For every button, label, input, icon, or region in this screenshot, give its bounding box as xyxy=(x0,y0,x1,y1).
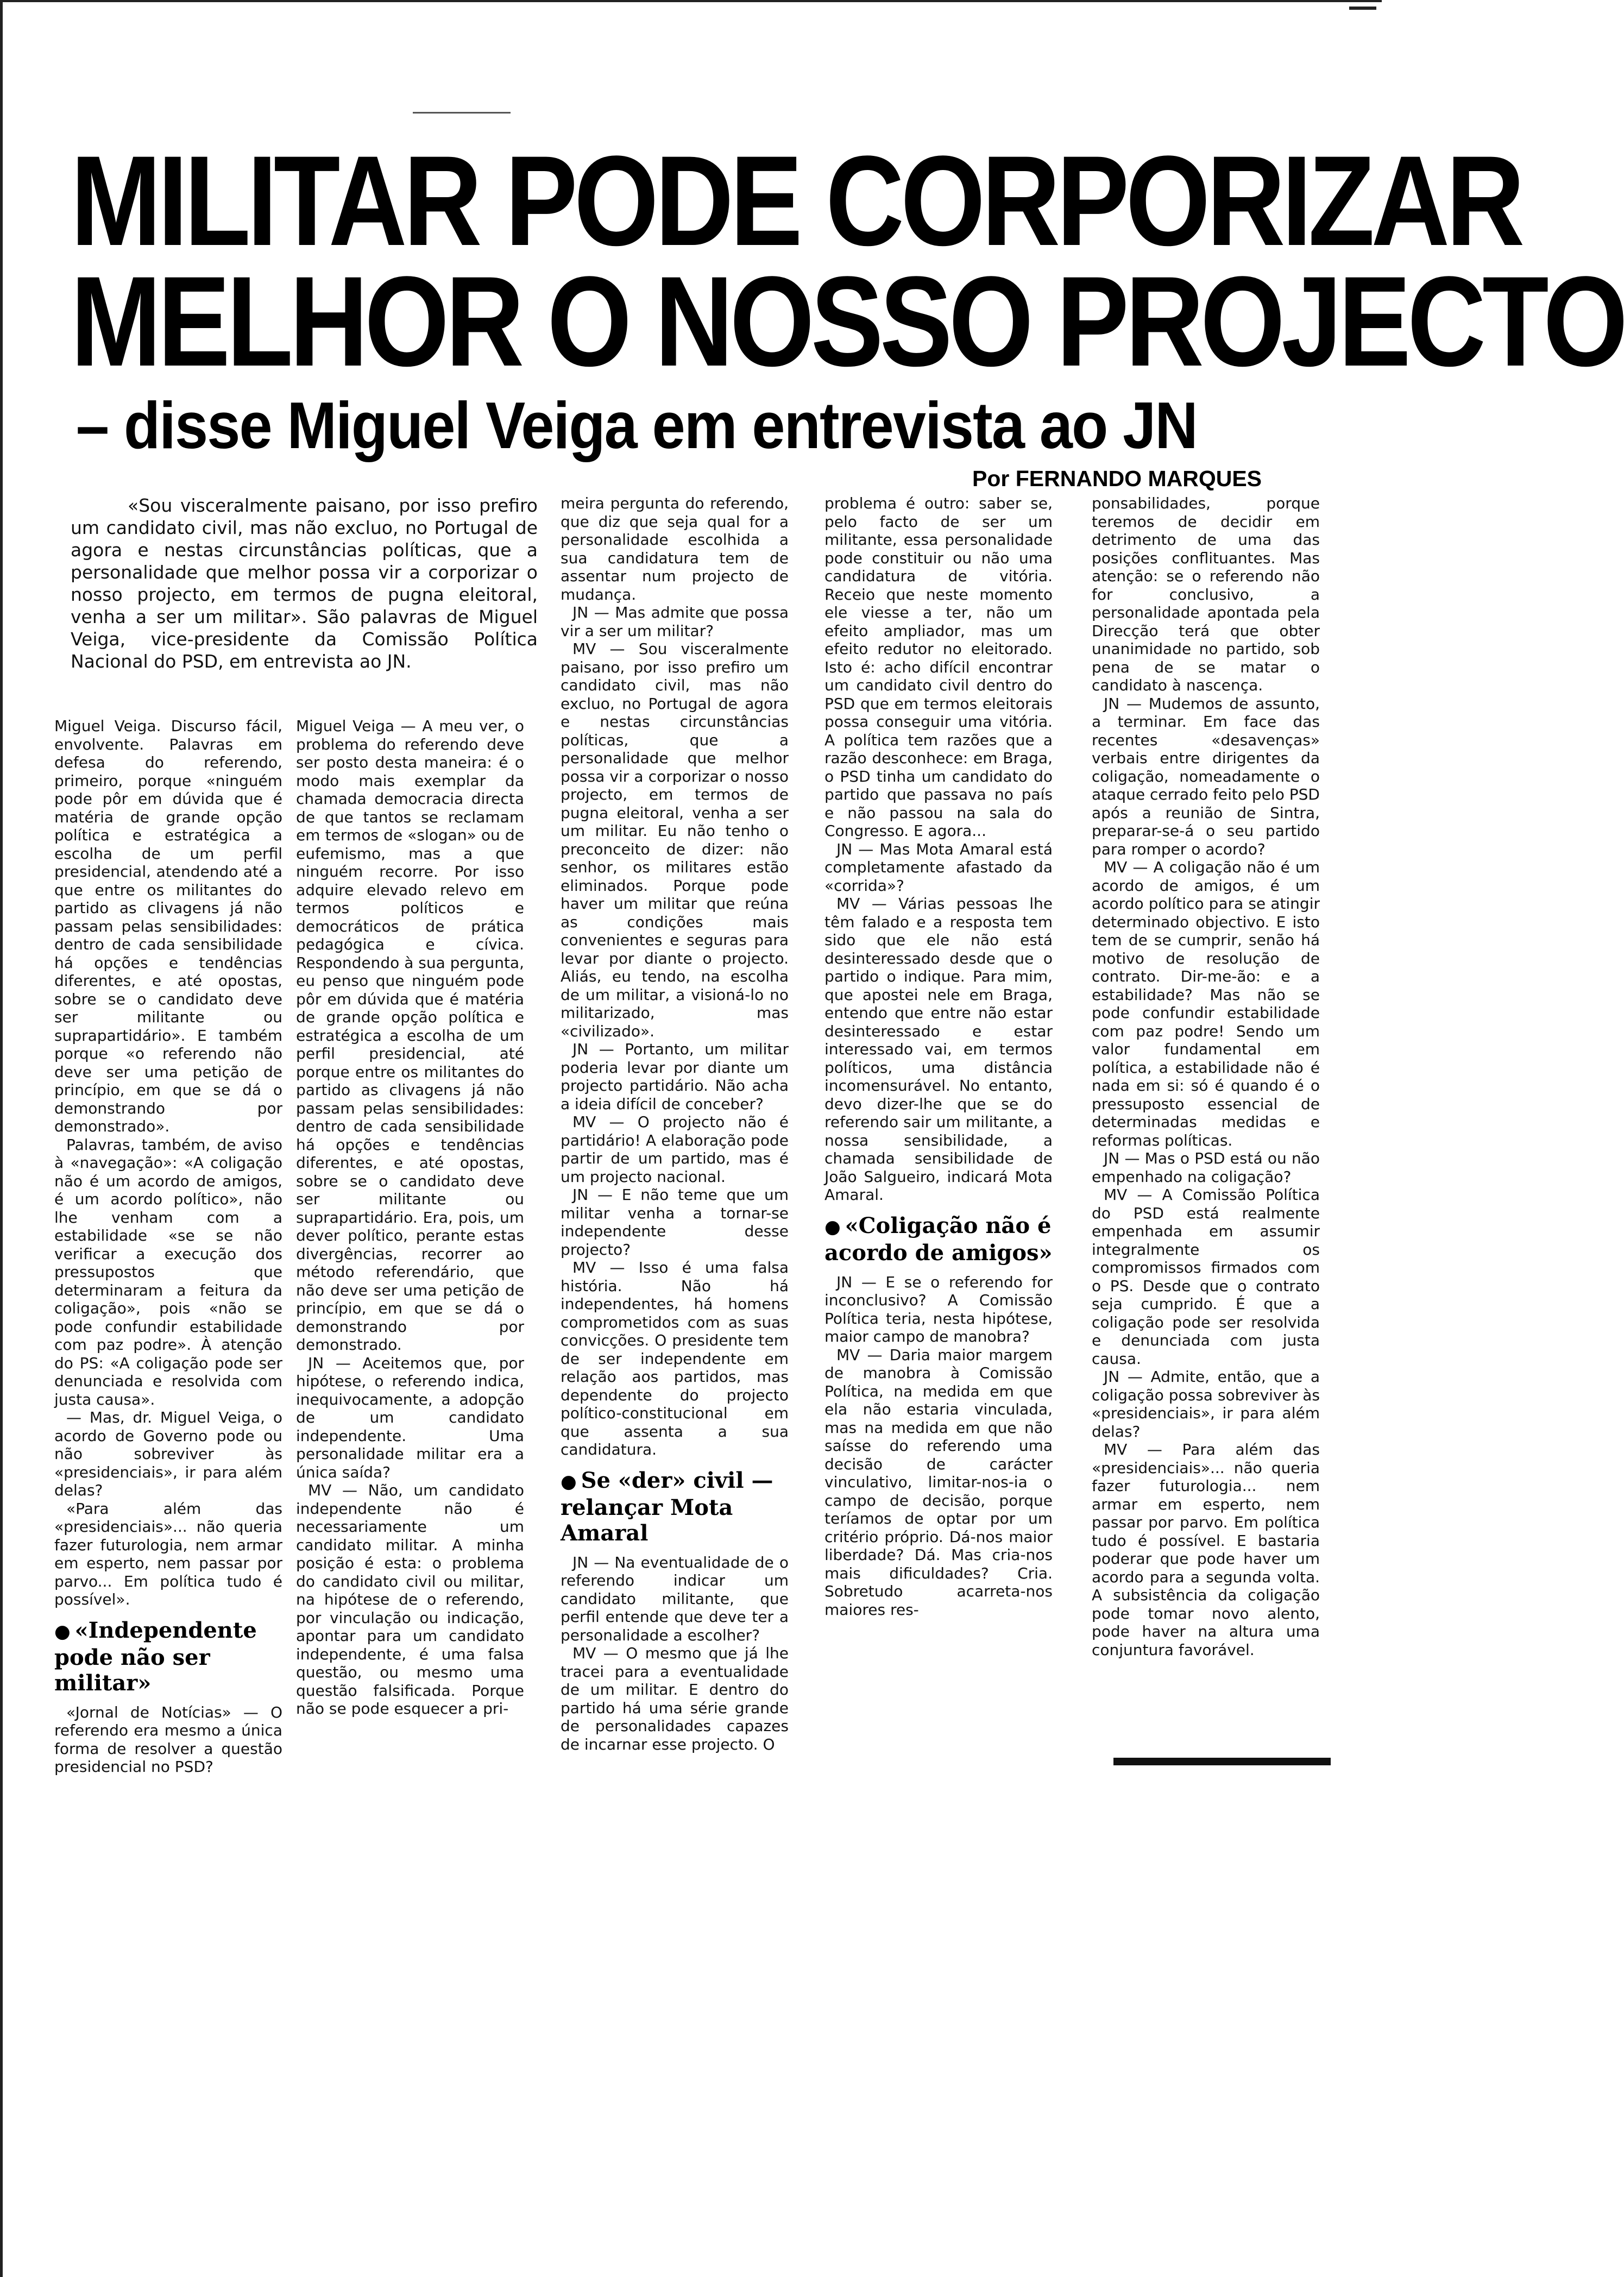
bullet-icon: ● xyxy=(561,1470,577,1493)
paragraph: JN — Portanto, um militar poderia levar por diante um projecto partidário. Não acha a ideia difícil de conceber? xyxy=(561,1040,789,1113)
paragraph: «Jornal de Notícias» — O referendo era mesmo a única forma de resolver a questão presidencial no PSD? xyxy=(54,1703,282,1776)
paragraph: JN — Mas Mota Amaral está completamente afastado da «corrida»? xyxy=(824,840,1053,895)
paragraph: JN — Admite, então, que a coligação possa sobreviver às «presidenciais», ir para além delas? xyxy=(1092,1368,1320,1441)
paragraph: MV — Para além das «presidenciais»... não queria fazer futurologia... nem armar em esperto, nem passar por parvo. Em política tudo é possível. E bastaria poderar que pode haver um acordo para a segunda volta. A subsistência da coligação pode tomar novo alento, pode haver na altura uma conjuntura favorável. xyxy=(1092,1441,1320,1659)
article-end-rule xyxy=(1113,1758,1331,1765)
paragraph: meira pergunta do referendo, que diz que seja qual for a personalidade escolhida a sua candidatura tem de assentar num projecto de mudança. xyxy=(561,494,789,603)
intertitle xyxy=(561,1468,789,1546)
paragraph: — Mas, dr. Miguel Veiga, o acordo de Governo pode ou não sobreviver às «presidenciais», ir para além delas? xyxy=(54,1408,282,1499)
paragraph: JN — E não teme que um militar venha a tornar-se independente desse projecto? xyxy=(561,1186,789,1259)
scan-dash xyxy=(413,112,511,114)
article-column-1 xyxy=(54,717,282,1776)
intertitle-text: «Coligação não é acordo de amigos» xyxy=(824,1212,1053,1266)
paragraph: MV — O mesmo que já lhe tracei para a eventualidade de um militar. E dentro do partido há uma série grande de personalidades capazes de incarnar esse projecto. O xyxy=(561,1644,789,1753)
intertitle xyxy=(54,1618,282,1696)
bullet-icon: ● xyxy=(54,1620,71,1643)
article-column-5 xyxy=(1092,494,1320,1749)
article-column-2 xyxy=(296,717,524,1749)
paragraph: MV — Não, um candidato independente não é necessariamente um candidato militar. A minha posição é esta: o problema do candidato civil ou militar, na hipótese de o referendo, por vinculação ou indicação, apontar para um candidato independente, é uma falsa questão, ou mesmo uma questão falsificada. Porque não se pode esquecer a pri- xyxy=(296,1481,524,1718)
paragraph: problema é outro: saber se, pelo facto de ser um militante, essa personalidade pode constituir ou não uma candidatura de vitória. Receio que neste momento ele viesse a ter, não um efeito ampliador, mas um efeito redutor no eleitorado. Isto é: acho difícil encontrar um candidato civil dentro do PSD que em termos eleitorais possa conseguir uma vitória. A política tem razões que a razão desconhece: em Braga, o PSD tinha um candidato do partido que passava no país e não passou na sala do Congresso. E agora... xyxy=(824,494,1053,840)
paragraph: MV — O projecto não é partidário! A elaboração pode partir de um partido, mas é um projecto nacional. xyxy=(561,1113,789,1186)
intertitle-text: Se «der» civil — relançar Mota Amaral xyxy=(561,1467,773,1546)
paragraph: JN — Mudemos de assunto, a terminar. Em face das recentes «desavenças» verbais entre dirigentes da coligação, nomeadamente o ataque cerrado feito pelo PSD após a reunião de Sintra, preparar-se-á o seu partido para romper o acordo? xyxy=(1092,694,1320,858)
paragraph: Miguel Veiga. Discurso fácil, envolvente. Palavras em defesa do referendo, primeiro, porque «ninguém pode pôr em dúvida que é matéria de grande opção política e estratégica a escolha de um perfil presidencial, atendendo até a que entre os militantes do partido as clivagens já não passam pelas sensibilidades: dentro de cada sensibilidade há opções e tendências diferentes, e até opostas, sobre se o candidato deve ser militante ou suprapartidário». E também porque «o referendo não deve ser uma petição de princípio, em que se dá o demonstrando por demonstrado». xyxy=(54,717,282,1135)
paragraph: JN — Na eventualidade de o referendo indicar um candidato militante, que perfil entende que deve ter a personalidade a escolher? xyxy=(561,1553,789,1644)
paragraph: JN — Mas o PSD está ou não empenhado na coligação? xyxy=(1092,1149,1320,1186)
headline-line-2: MELHOR O NOSSO PROJECTO xyxy=(71,250,1624,393)
byline: Por FERNANDO MARQUES xyxy=(972,466,1262,491)
intertitle xyxy=(824,1213,1053,1266)
headline-line-1: MILITAR PODE CORPORIZAR xyxy=(71,129,1521,273)
paragraph: JN — E se o referendo for inconclusivo? A Comissão Política teria, nesta hipótese, maior campo de manobra? xyxy=(824,1273,1053,1345)
paragraph: Palavras, também, de aviso à «navegação»: «A coligação não é um acordo de amigos, é um acordo político», não lhe venham com a estabilidade «se se não verificar a execução dos pressupostos que determinaram a feitura da coligação», pois «não se pode confundir estabilidade com paz podre». À atenção do PS: «A coligação pode ser denunciada e resolvida com justa causa». xyxy=(54,1135,282,1408)
paragraph: «Para além das «presidenciais»... não queria fazer futurologia, nem armar em esperto, nem passar por parvo... Em política tudo é possível». xyxy=(54,1499,282,1608)
article-column-4 xyxy=(824,494,1053,1754)
article-column-3 xyxy=(561,494,789,1754)
paragraph: MV — Várias pessoas lhe têm falado e a resposta tem sido que ele não está desinteressado desde que o partido o indique. Para mim, que apostei nele em Braga, entendo que entre não estar desinteressado e estar interessado vai, em termos políticos, uma distância incomensurável. No entanto, devo dizer-lhe que se do referendo sair um militante, a nossa sensibilidade, a chamada sensibilidade de João Salgueiro, indicará Mota Amaral. xyxy=(824,895,1053,1204)
subheadline: – disse Miguel Veiga em entrevista ao JN xyxy=(76,388,1197,462)
scan-edge-mark xyxy=(1349,7,1376,10)
paragraph: MV — Daria maior margem de manobra à Comissão Política, na medida em que ela não estaria vinculada, mas na medida em que não saísse do referendo uma decisão de carácter vinculativo, limitar-nos-ia o campo de decisão, porque teríamos de optar por um critério próprio. Dá-nos maior liberdade? Dá. Mas cria-nos mais dificuldades? Cria. Sobretudo acarreta-nos maiores res- xyxy=(824,1345,1053,1619)
lead-text: «Sou visceralmente paisano, por isso prefiro um candidato civil, mas não excluo, no Portugal de agora e nestas circunstâncias políticas, que a personalidade que melhor possa vir a corporizar o nosso projecto, em termos de pugna eleitoral, venha a ser um militar». São palavras de Miguel Veiga, vice-presidente da Comissão Política Nacional do PSD, em entrevista ao JN. xyxy=(71,495,538,672)
bullet-icon: ● xyxy=(824,1216,841,1238)
paragraph: Miguel Veiga — A meu ver, o problema do referendo deve ser posto desta maneira: é o modo mais exemplar da chamada democracia directa de que tantos se reclamam em termos de «slogan» ou de eufemismo, mas a que ninguém recorre. Por isso adquire elevado relevo em termos políticos e democráticos de prática pedagógica e cívica. Respondendo à sua pergunta, eu penso que ninguém pode pôr em dúvida que é matéria de grande opção política e estratégica a escolha de um perfil presidencial, até porque entre os militantes do partido as clivagens já não passam pelas sensibilidades: dentro de cada sensibilidade há opções e tendências diferentes, e até opostas, sobre se o candidato deve ser militante ou suprapartidário. Era, pois, um dever político, perante estas divergências, recorrer ao método referendário, que não deve ser uma petição de princípio, em que se dá o demonstrando por demonstrado. xyxy=(296,717,524,1354)
paragraph: MV — Sou visceralmente paisano, por isso prefiro um candidato civil, mas não excluo, no Portugal de agora e nestas circunstâncias políticas, que a personalidade que melhor possa vir a corporizar o nosso projecto, em termos de pugna eleitoral, venha a ser um militar. Eu não tenho o preconceito de dizer: não senhor, os militares estão eliminados. Porque pode haver um militar que reúna as condições mais convenientes e seguras para levar por diante o projecto. Aliás, eu tendo, na escolha de um militar, a visioná-lo no militarizado, mas «civilizado». xyxy=(561,640,789,1040)
paragraph: JN — Aceitemos que, por hipótese, o referendo indica, inequivocamente, a adopção de um candidato independente. Uma personalidade militar era a única saída? xyxy=(296,1354,524,1481)
paragraph: ponsabilidades, porque teremos de decidir em detrimento de uma das posições conflituantes. Mas atenção: se o referendo não for conclusivo, a personalidade apontada pela Direcção terá que obter unanimidade no partido, sob pena de se matar o candidato à nascença. xyxy=(1092,494,1320,694)
paragraph: JN — Mas admite que possa vir a ser um militar? xyxy=(561,603,789,640)
paragraph: MV — A Comissão Política do PSD está realmente empenhada em assumir integralmente os compromissos firmados com o PS. Desde que o contrato seja cumprido. É que a coligação pode ser resolvida e denunciada com justa causa. xyxy=(1092,1186,1320,1368)
lead-paragraph xyxy=(71,494,538,672)
paragraph: MV — Isso é uma falsa história. Não há independentes, há homens comprometidos com as suas convicções. O presidente tem de ser independente em relação aos partidos, mas dependente do projecto político-constitucional em que assenta a sua candidatura. xyxy=(561,1259,789,1458)
intertitle-text: «Independente pode não ser militar» xyxy=(54,1617,257,1696)
paragraph: MV — A coligação não é um acordo de amigos, é um acordo político para se atingir determinado objectivo. E isto tem de se cumprir, senão há motivo de resolução de contrato. Dir-me-ão: e a estabilidade? Mas não se pode confundir estabilidade com paz podre! Sendo um valor fundamental em política, a estabilidade não é nada em si: só é quando é o pressuposto essencial de determinadas medidas e reformas políticas. xyxy=(1092,858,1320,1149)
